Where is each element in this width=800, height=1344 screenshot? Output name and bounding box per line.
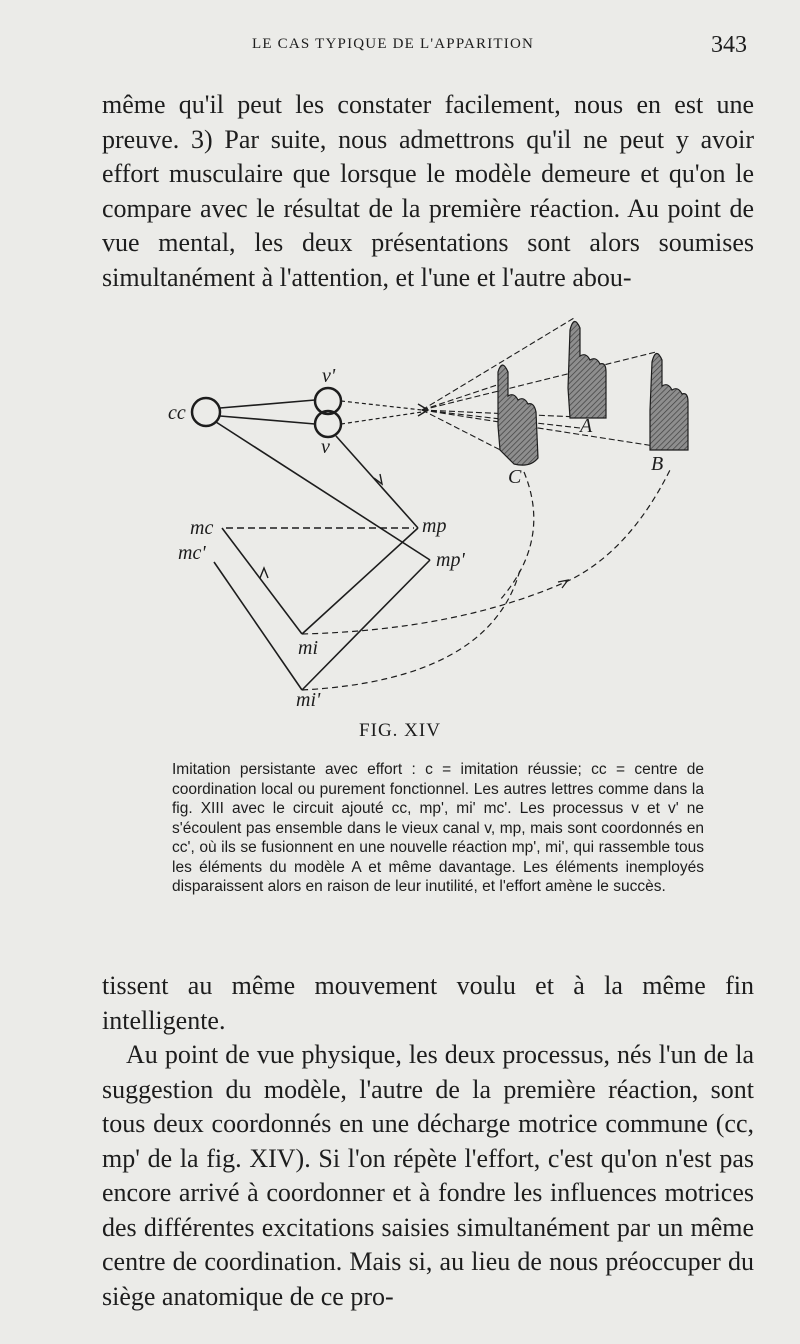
dash-vprime-eye — [341, 401, 422, 410]
label-cc: cc — [168, 402, 186, 424]
figure-title: FIG. XIV — [359, 720, 441, 741]
paragraph-top-text: même qu'il peut les constater facilement, nous en est une preuve. 3) Par suite, nous admettrons qu'il ne peut y avoir effort musculaire que lorsque le modèle demeure et qu'on le compare avec le résultat de la première réaction. Au point de vue mental, les deux présentations sont alors soumises simultanément à l'attention, et l'une et l'autre abou- — [102, 90, 754, 292]
label-mc: mc — [190, 517, 214, 539]
figure-caption: Imitation persistante avec effort : c = imitation réussie; cc = centre de coordination local ou purement fonctionnel. Les autres lettres comme dans la fig. XIII avec le circuit ajouté cc, mp', mi' mc'. Les processus v et v' ne s'écoulent pas ensemble dans le vieux canal v, mp, mais sont coordonnés en cc', où ils se fusionnent en une nouvelle réaction mp', mi', qui rassemble tous les éléments du modèle A et même davantage. Les éléments inemployés disparaissent alors en raison de leur inutilité, et l'effort amène le succès. — [172, 761, 704, 895]
line-mc-mi — [222, 528, 302, 634]
cc-node — [192, 398, 220, 426]
label-v: v — [321, 436, 330, 458]
label-mi: mi — [298, 637, 318, 659]
line-cc-vprime — [220, 400, 315, 408]
page-number: 343 — [711, 32, 747, 58]
paragraph-continued: tissent au même mouvement voulu et à la même fin intelligente. — [102, 971, 754, 1035]
line-mi-mp — [302, 528, 418, 634]
line-cc-v — [220, 416, 315, 424]
label-mi-prime: mi' — [296, 689, 321, 711]
paragraph-bottom-block — [102, 969, 754, 1314]
figure-diagram — [160, 300, 720, 720]
hand-B — [650, 353, 688, 450]
label-B: B — [651, 453, 664, 475]
hand-C — [498, 365, 538, 465]
line-mcprime-miprime — [214, 562, 302, 690]
label-v-prime: v' — [322, 365, 336, 387]
figure-svg — [160, 300, 720, 720]
hand-A — [568, 321, 606, 418]
label-mc-prime: mc' — [178, 542, 206, 564]
label-mp: mp — [422, 515, 447, 537]
paragraph-top — [102, 88, 754, 295]
arrow-mi-mc — [260, 568, 268, 578]
running-head: LE CAS TYPIQUE DE L'APPARITION — [252, 36, 535, 52]
paragraph-bottom: Au point de vue physique, les deux processus, nés l'un de la suggestion du modèle, l'autre de la première réaction, sont tous deux coordonnés en une décharge motrice commune (cc, mp' de la fig. XIV). Si l'on répète l'effort, c'est qu'on n'est pas encore arrivé à coordonner et à fondre les influences motrices des différentes excitations saisies simultanément par un même centre de coordination. Mais si, au lieu de nous préoccuper du siège anatomique de ce pro- — [102, 1040, 754, 1311]
line-miprime-mpprime — [302, 560, 430, 690]
label-mp-prime: mp' — [436, 549, 465, 571]
line-v-mp — [336, 436, 418, 528]
label-C: C — [508, 466, 522, 488]
return-curves — [302, 470, 670, 690]
sight-lines — [422, 318, 680, 460]
dash-v-eye — [341, 412, 422, 424]
label-A: A — [580, 415, 593, 437]
